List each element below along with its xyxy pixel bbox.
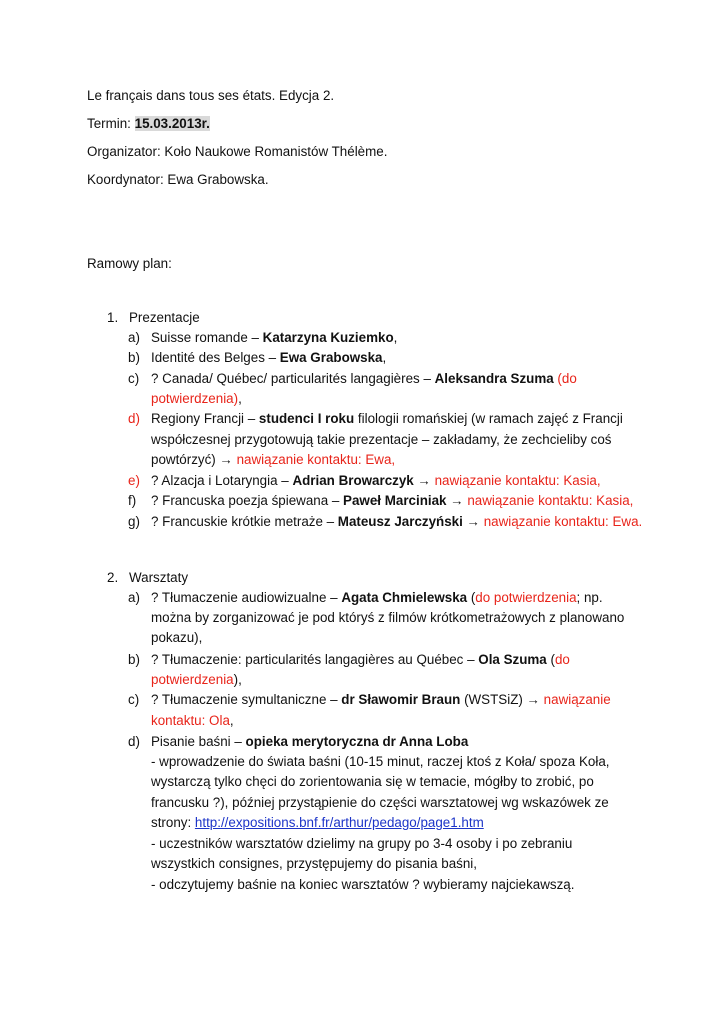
arrow-icon: → (466, 514, 480, 529)
s2-d-text-5: strony: http://expositions.bnf.fr/arthur/pedago/page1.htm (151, 815, 484, 830)
s2-d-text-6: - uczestników warsztatów dzielimy na grupy po 3-4 osoby i po zebraniu (151, 836, 573, 851)
s1-a-text: Suisse romande – Katarzyna Kuziemko, (151, 330, 398, 345)
arrow-icon: → (526, 692, 540, 707)
s2-b-letter: b) (128, 652, 140, 667)
section2-number: 2. (107, 570, 119, 585)
s2-d-text: Pisanie baśni – opieka merytoryczna dr Anna Loba (151, 734, 469, 749)
s2-d-text-4: francusku ?), później przystąpienie do części warsztatowej wg wskazówek ze (151, 795, 609, 810)
plan-heading: Ramowy plan: (87, 256, 172, 271)
s2-c-text: ? Tłumaczenie symultaniczne – dr Sławomir Braun (WSTSiZ) → nawiązanie (151, 692, 611, 707)
s1-e-letter: e) (128, 473, 140, 488)
termin-label: Termin: (87, 116, 135, 131)
section1-title: Prezentacje (129, 310, 200, 325)
s2-d-text-7: wszystkich consignes, przystępujemy do pisania baśni, (151, 856, 477, 871)
arrow-icon: → (417, 473, 431, 488)
s2-d-text-2: - wprowadzenie do świata baśni (10-15 minut, raczej ktoś z Koła/ spoza Koła, (151, 754, 610, 769)
s1-e-text: ? Alzacja i Lotaryngia – Adrian Browarczyk → nawiązanie kontaktu: Kasia, (151, 473, 601, 488)
s2-a-text-3: pokazu), (151, 630, 203, 645)
coordinator-line: Koordynator: Ewa Grabowska. (87, 172, 269, 187)
s2-d-text-3: wystarczą tylko chęci do zorientowania się w temacie, mógłby to zrobić, po (151, 774, 594, 789)
s2-c-text-2: kontaktu: Ola, (151, 713, 234, 728)
organizer-line: Organizator: Koło Naukowe Romanistów Thélème. (87, 144, 388, 159)
termin-line (87, 114, 210, 134)
s1-g-letter: g) (128, 514, 140, 529)
s1-f-text: ? Francuska poezja śpiewana – Paweł Marciniak → nawiązanie kontaktu: Kasia, (151, 493, 634, 508)
arrow-icon: → (450, 493, 464, 508)
s2-a-letter: a) (128, 590, 140, 605)
s2-b-text: ? Tłumaczenie: particularités langagières au Québec – Ola Szuma (do (151, 652, 570, 667)
s2-d-text-8: - odczytujemy baśnie na koniec warsztatów ? wybieramy najciekawszą. (151, 877, 575, 892)
s1-a-letter: a) (128, 330, 140, 345)
s1-c-letter: c) (128, 371, 140, 386)
section1-number: 1. (107, 310, 119, 325)
s2-b-text-2: potwierdzenia), (151, 672, 242, 687)
section2-title: Warsztaty (129, 570, 189, 585)
bnf-link[interactable]: http://expositions.bnf.fr/arthur/pedago/page1.htm (194, 815, 484, 830)
s1-c-text: ? Canada/ Québec/ particularités langagières – Aleksandra Szuma (do (151, 371, 577, 386)
s1-g-text: ? Francuskie krótkie metraże – Mateusz Jarczyński → nawiązanie kontaktu: Ewa. (151, 514, 643, 529)
s1-b-text: Identité des Belges – Ewa Grabowska, (151, 350, 387, 365)
s1-c-text-cont: potwierdzenia), (151, 391, 242, 406)
s1-d-text-3: powtórzyć) → nawiązanie kontaktu: Ewa, (151, 452, 396, 467)
s2-c-letter: c) (128, 692, 140, 707)
s1-d-text: Regiony Francji – studenci I roku filologii romańskiej (w ramach zajęć z Francji (151, 411, 623, 426)
s1-d-letter: d) (128, 411, 140, 426)
s1-b-letter: b) (128, 350, 140, 365)
s1-f-letter: f) (128, 493, 137, 508)
s2-a-text: ? Tłumaczenie audiowizualne – Agata Chmielewska (do potwierdzenia; np. (151, 590, 603, 605)
arrow-icon: → (219, 452, 233, 467)
termin-date: 15.03.2013r. (134, 116, 210, 131)
s2-d-letter: d) (128, 734, 140, 749)
s2-a-text-2: można by zorganizować je pod któryś z filmów krótkometrażowych z planowano (151, 610, 625, 625)
s1-d-text-2: współczesnej przygotowują takie prezentacje – zakładamy, że zechcieliby coś (151, 432, 612, 447)
event-title: Le français dans tous ses états. Edycja 2. (87, 88, 335, 103)
